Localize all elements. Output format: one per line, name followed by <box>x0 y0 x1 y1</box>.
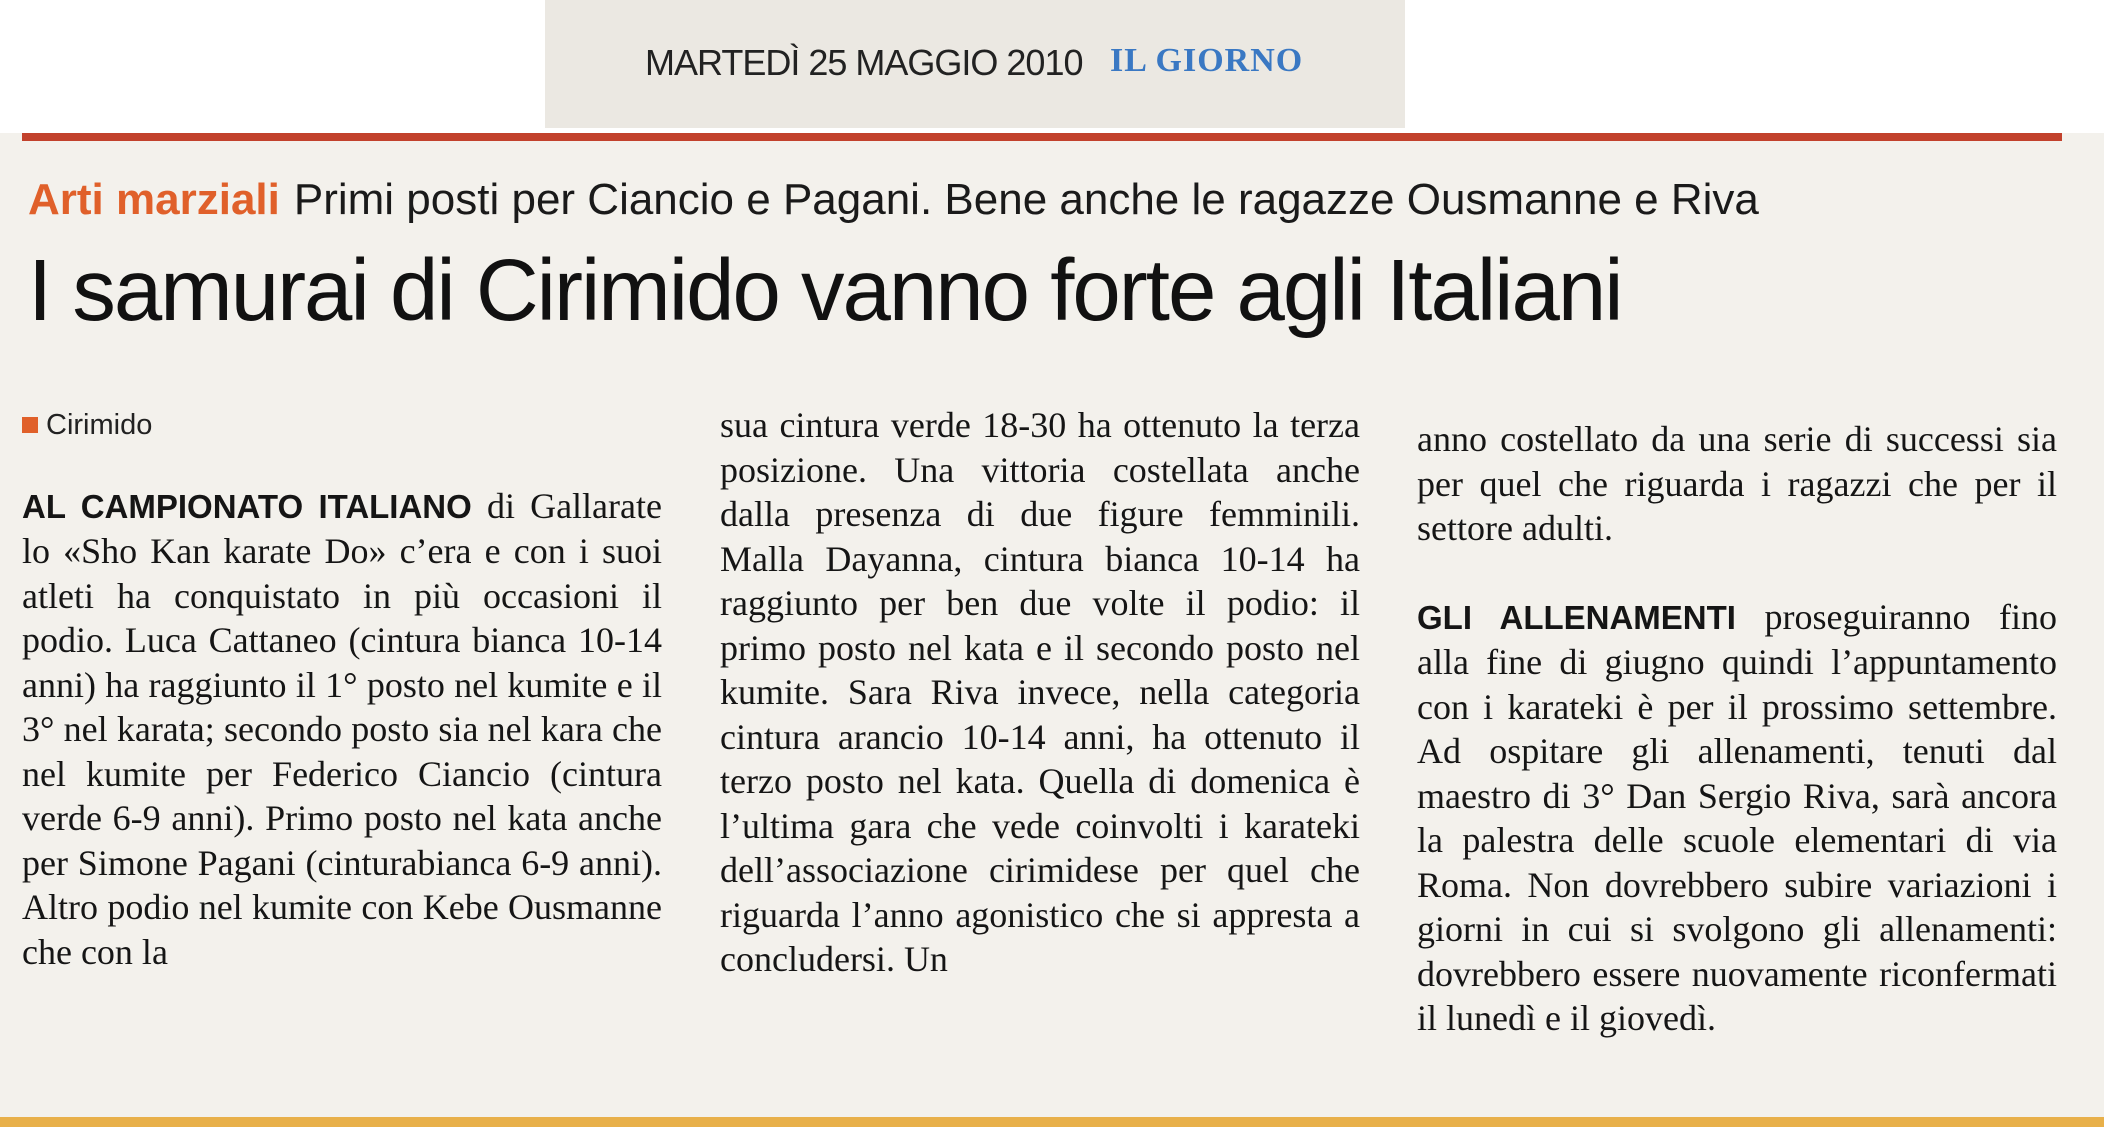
paragraph-text: proseguiranno fino alla fine di giugno quindi l’appuntamento con i karateki è per il prossimo settembre. Ad ospitare gli allenamenti, tenuti dal maestro di 3° Dan Sergio Riva, sarà ancora la palestra delle scuole elementari di via Roma. Non dovrebbero subire variazioni i giorni in cui si svolgono gli allenamenti: dovrebbero essere nuovamente riconfermati il lunedì e il giovedì. <box>1417 596 2057 1038</box>
lead-in: AL CAMPIONATO ITALIANO <box>22 487 472 525</box>
article-column-2 <box>720 403 1360 982</box>
article-headline: I samurai di Cirimido vanno forte agli Italiani <box>28 242 1622 339</box>
masthead <box>545 0 1405 128</box>
article-column-1 <box>22 403 662 974</box>
newspaper-name: IL GIORNO <box>1110 42 1304 79</box>
kicker-text: Primi posti per Ciancio e Pagani. Bene anche le ragazze Ousmanne e Riva <box>293 175 1759 224</box>
dateline-square-icon <box>22 417 38 433</box>
paragraph: sua cintura verde 18-30 ha ottenuto la terza posizione. Una vittoria costellata anche dalla presenza di due figure femminili. Malla Dayanna, cintura bianca 10-14 ha raggiunto per ben due volte il podio: il primo posto nel kata e il secondo posto nel kumite. Sara Riva invece, nella categoria cintura arancio 10-14 anni, ha ottenuto il terzo posto nel kata. Quella di domenica è l’ultima gara che vede coinvolti i karateki dell’associazione cirimidese per quel che riguarda l’anno agonistico che si appresta a concludersi. Un <box>720 405 1360 979</box>
dateline <box>22 403 662 448</box>
paragraph <box>22 484 662 975</box>
bottom-rule <box>0 1117 2104 1127</box>
masthead-date: MARTEDÌ 25 MAGGIO 2010 <box>645 42 1083 83</box>
dateline-text: Cirimido <box>46 409 153 441</box>
paragraph: anno costellato da una serie di successi sia per quel che riguarda i ragazzi che per il settore adulti. <box>1417 419 2057 548</box>
article-kicker <box>28 175 1759 225</box>
article-clipping <box>0 133 2104 1127</box>
paragraph-text: di Gallarate lo «Sho Kan karate Do» c’era e con i suoi atleti ha conquistato in più occasioni il podio. Luca Cattaneo (cintura bianca 10-14 anni) ha raggiunto il 1° posto nel kumite e il 3° nel karata; secondo posto sia nel kara che nel kumite per Federico Ciancio (cintura verde 6-9 anni). Primo posto nel kata anche per Simone Pagani (cinturabianca 6-9 anni). Altro podio nel kumite con Kebe Ousmanne che con la <box>22 485 662 972</box>
paragraph <box>1417 595 2057 1041</box>
section-label: Arti marziali <box>28 175 280 224</box>
lead-in: GLI ALLENAMENTI <box>1417 598 1736 636</box>
article-column-3 <box>1417 417 2057 1041</box>
paragraph-gap <box>1417 551 2057 595</box>
top-rule <box>22 133 2062 141</box>
